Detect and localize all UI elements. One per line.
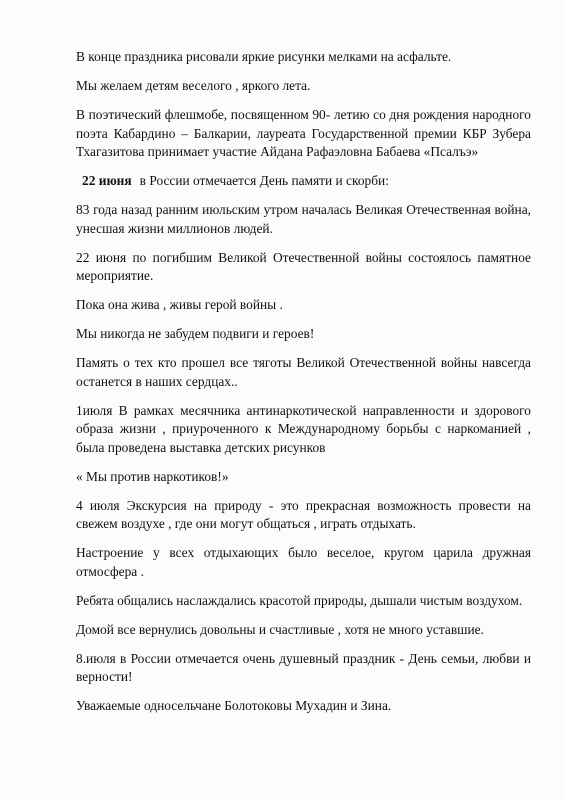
paragraph-july-4-excursion: 4 июля Экскурсия на природу - это прекрасная возможность провести на свежем воздухе , где они могут общаться , играть отдыхать. (76, 497, 531, 531)
paragraph-summer-wish: Мы желаем детям веселого , яркого лета. (76, 78, 311, 93)
paragraph-against-drugs: « Мы против наркотиков!» (76, 468, 229, 484)
paragraph-memory: Память о тех кто прошел все тяготы Великой Отечественной войны навсегда останется в наших сердцах.. (76, 355, 531, 389)
paragraph-memorial-event: 22 июня по погибшим Великой Отечественной войны состоялось памятное мероприятие. (76, 249, 531, 283)
paragraph-greeting: Уважаемые односельчане Болотоковы Мухадин и Зина. (76, 698, 392, 713)
paragraph-flashmob: В поэтический флешмобе, посвященном 90- летию со дня рождения народного поэта Кабардино – Балкарии, лауреата Государственной премии КБР Зубера Тхагазитова принимает участие Айдана Рафаэловна Бабаева «Псалъэ» (76, 107, 531, 159)
paragraph-june-22-heading (76, 172, 531, 191)
paragraph-war-start: 83 года назад ранним июльским утром началась Великая Отечественная война, унесшая жизни миллионов людей. (76, 202, 531, 236)
paragraph-mood: Настроение у всех отдыхающих было веселое, кругом царила дружная отмосфера . (76, 545, 531, 579)
paragraph-july-1-exhibition: 1июля В рамках месячника антинаркотической направленности и здорового образа жизни , приуроченного к Международному борьбы с наркоманией , была проведена выставка детских рисунков (76, 402, 531, 455)
paragraph-nature: Ребята общались наслаждались красотой природы, дышали чистым воздухом. (76, 592, 523, 608)
paragraph-never-forget: Мы никогда не забудем подвиги и героев! (76, 326, 315, 341)
paragraph-july-8-family-day: 8.июля в России отмечается очень душевный праздник - День семьи, любви и верности! (76, 650, 531, 684)
paragraph-drawings: В конце праздника рисовали яркие рисунки мелками на асфальте. (76, 49, 452, 64)
june-22-text: в России отмечается День памяти и скорби: (139, 173, 389, 188)
paragraph-heroes-alive: Пока она жива , живы герой войны . (76, 297, 283, 312)
paragraph-return-home: Домой все вернулись довольны и счастливые , хотя не много уставшие. (76, 621, 484, 637)
document-body (76, 48, 531, 726)
date-june-22: 22 июня (82, 173, 132, 188)
